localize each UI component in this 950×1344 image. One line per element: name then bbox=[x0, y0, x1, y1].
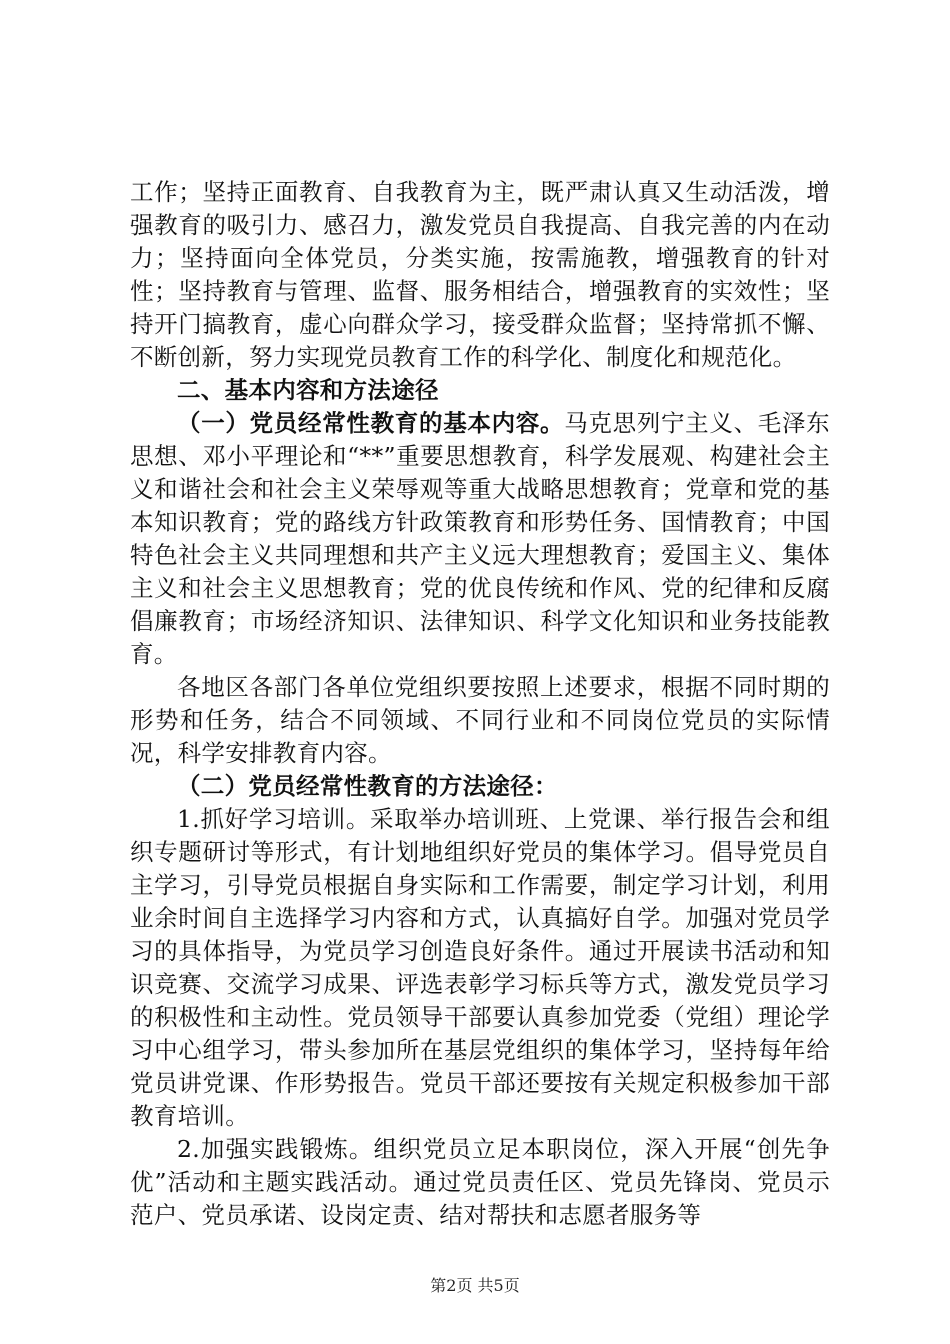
section-heading: 二、基本内容和方法途径 bbox=[177, 376, 439, 404]
document-body bbox=[130, 176, 830, 1232]
paragraph bbox=[130, 407, 830, 671]
paragraph: 各地区各部门各单位党组织要按照上述要求，根据不同时期的形势和任务，结合不同领域、不同行业和不同岗位党员的实际情况，科学安排教育内容。 bbox=[130, 673, 830, 767]
subsection-heading: （一）党员经常性教育的基本内容。 bbox=[177, 409, 565, 437]
subsection-heading: （二）党员经常性教育的方法途径： bbox=[177, 772, 558, 800]
paragraph-text: 马克思列宁主义、毛泽东思想、邓小平理论和“**”重要思想教育，科学发展观、构建社会主义和谐社会和社会主义荣辱观等重大战略思想教育；党章和党的基本知识教育；党的路线方针政策教育和形势任务、国情教育；中国特色社会主义共同理想和共产主义远大理想教育；爱国主义、集体主义和社会主义思想教育；党的优良传统和作风、党的纪律和反腐倡廉教育；市场经济知识、法律知识、科学文化知识和业务技能教育。 bbox=[130, 409, 830, 668]
page-number-footer: 第2页 共5页 bbox=[430, 1276, 520, 1295]
paragraph: 1.抓好学习培训。采取举办培训班、上党课、举行报告会和组织专题研讨等形式，有计划地组织好党员的集体学习。倡导党员自主学习，引导党员根据自身实际和工作需要，制定学习计划，利用业余时间自主选择学习内容和方式，认真搞好自学。加强对党员学习的具体指导，为党员学习创造良好条件。通过开展读书活动和知识竞赛、交流学习成果、评选表彰学习标兵等方式，激发党员学习的积极性和主动性。党员领导干部要认真参加党委（党组）理论学习中心组学习，带头参加所在基层党组织的集体学习，坚持每年给党员讲党课、作形势报告。党员干部还要按有关规定积极参加干部教育培训。 bbox=[130, 805, 830, 1130]
paragraph: 工作；坚持正面教育、自我教育为主，既严肃认真又生动活泼，增强教育的吸引力、感召力，激发党员自我提高、自我完善的内在动力；坚持面向全体党员，分类实施，按需施教，增强教育的针对性；坚持教育与管理、监督、服务相结合，增强教育的实效性；坚持开门搞教育，虚心向群众学习，接受群众监督；坚持常抓不懈、不断创新，努力实现党员教育工作的科学化、制度化和规范化。 bbox=[130, 178, 830, 371]
paragraph: 2.加强实践锻炼。组织党员立足本职岗位，深入开展“创先争优”活动和主题实践活动。通过党员责任区、党员先锋岗、党员示范户、党员承诺、设岗定责、结对帮扶和志愿者服务等 bbox=[130, 1135, 830, 1229]
